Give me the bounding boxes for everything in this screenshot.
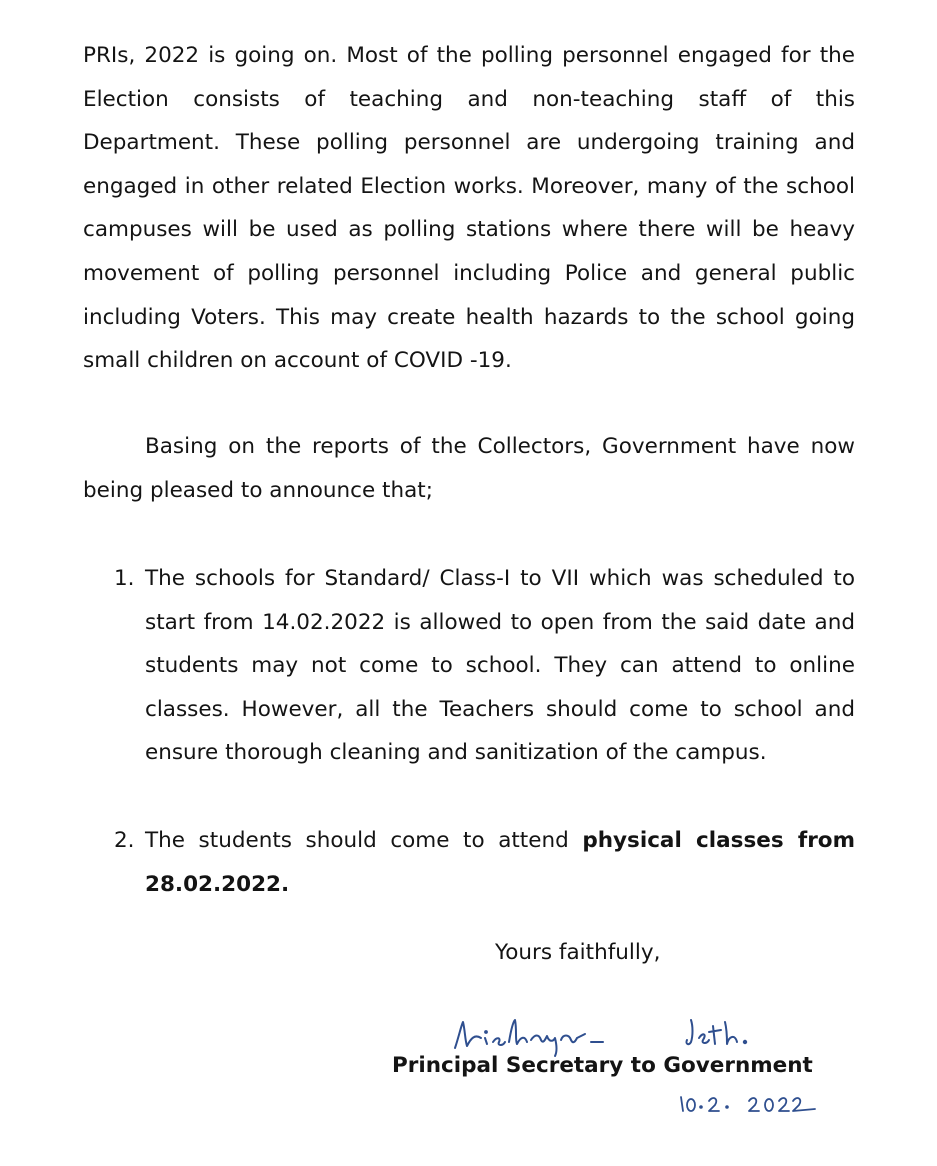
list-item-text-wrapper <box>145 819 855 906</box>
list-item-number: 2. <box>114 828 135 853</box>
list-item-text: The schools for Standard/ Class-I to VII which was scheduled to start from 14.02.2022 is allowed to open from the said date and students may not come to school. They can attend to online classes. However, all the Teachers should come to school and ensure thorough cleaning and sanitization of the campus. <box>145 566 855 766</box>
list-item-text: The students should come to attend <box>145 828 583 853</box>
list-item-number: 1. <box>114 566 135 591</box>
closing-salutation: Yours faithfully, <box>495 940 661 965</box>
signatory-designation: Principal Secretary to Government <box>392 1053 813 1078</box>
handwritten-date <box>675 1087 820 1117</box>
body-paragraph-1: PRIs, 2022 is going on. Most of the polling personnel engaged for the Election consists of teaching and non-teaching staff of this Department. These polling personnel are undergoing training and engaged in other related Election works. Moreover, many of the school campuses will be used as polling stations where there will be heavy movement of polling personnel including Police and general public including Voters. This may create health hazards to the school going small children on account of COVID -19. <box>83 43 855 374</box>
body-paragraph-2: Basing on the reports of the Collectors, Government have now being pleased to announce that; <box>83 434 855 503</box>
list-item-bold-text: physical classes from 28.02.2022. <box>145 828 855 897</box>
